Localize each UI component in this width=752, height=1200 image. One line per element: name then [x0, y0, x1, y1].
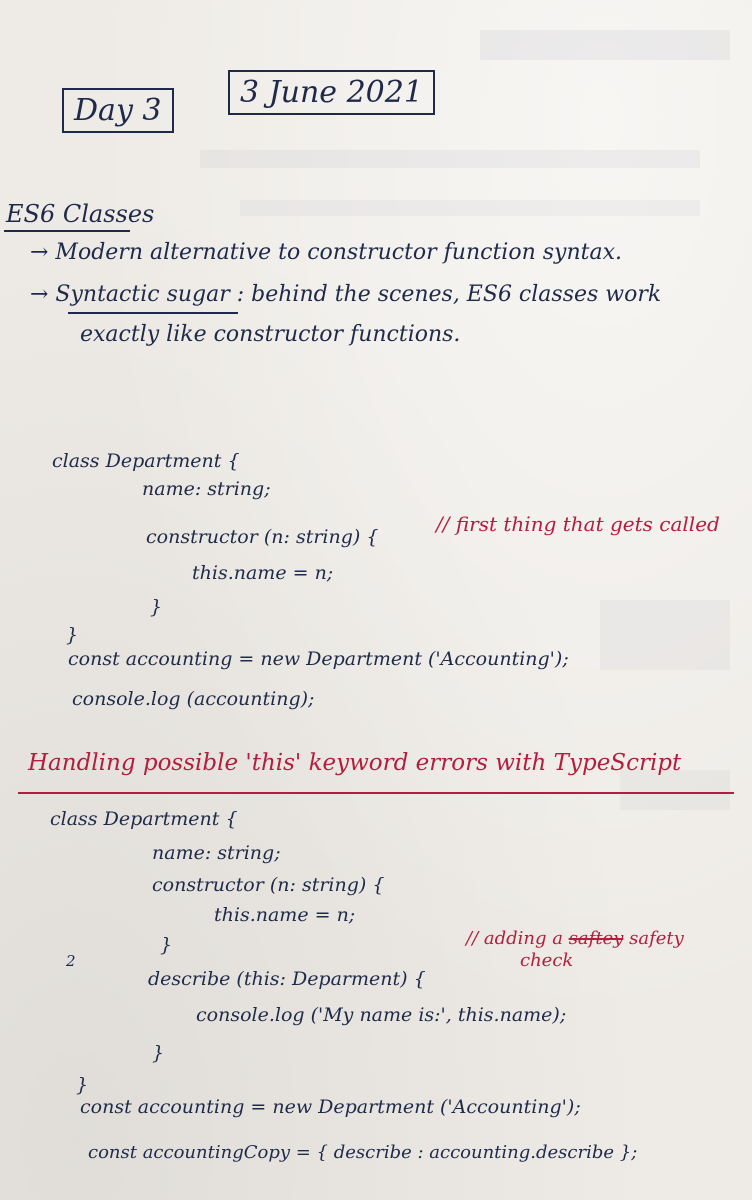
code2-line-copy: const accountingCopy = { describe : accounting.describe };	[88, 1142, 638, 1163]
code1-line-console: console.log (accounting);	[72, 688, 315, 710]
bleed-through-texture	[200, 150, 700, 168]
code1-line-assign: this.name = n;	[192, 562, 334, 584]
bleed-through-texture	[240, 200, 700, 216]
section-title-this-errors: Handling possible 'this' keyword errors with TypeScript	[28, 750, 682, 776]
code2-comment-line2: check	[520, 950, 574, 971]
bullet-continuation: exactly like constructor functions.	[80, 322, 461, 347]
code1-comment: // first thing that gets called	[436, 512, 720, 536]
code1-line-class: class Department {	[52, 450, 240, 472]
bleed-through-texture	[480, 30, 730, 60]
code2-line-assign: this.name = n;	[214, 904, 356, 926]
code1-line-constructor: constructor (n: string) {	[146, 526, 379, 548]
bleed-through-texture	[600, 600, 730, 670]
code2-line-close-class: }	[76, 1074, 89, 1096]
code2-line-console: console.log ('My name is:', this.name);	[196, 1004, 567, 1026]
section-title-es6-classes: ES6 Classes	[6, 200, 155, 228]
code1-line-close-constructor: }	[150, 596, 163, 618]
date-label: 3 June 2021	[228, 70, 435, 115]
code2-line-field: name: string;	[152, 842, 281, 864]
code2-comment-struck: saftey	[568, 928, 624, 949]
code2-comment-prefix: // adding a	[466, 928, 563, 949]
code2-line-close-constructor: }	[160, 934, 173, 956]
code2-line-close-describe: }	[152, 1042, 165, 1064]
section-title-underline	[4, 230, 130, 232]
code1-line-close-class: }	[66, 624, 79, 646]
code1-line-field: name: string;	[142, 478, 271, 500]
section2-underline	[18, 792, 734, 794]
code2-line-describe: describe (this: Deparment) {	[148, 968, 426, 990]
margin-mark: 2	[66, 952, 76, 970]
code2-line-constructor: constructor (n: string) {	[152, 874, 385, 896]
bullet-modern-alternative: → Modern alternative to constructor function syntax.	[30, 240, 622, 265]
syntactic-sugar-underline	[68, 312, 238, 314]
code2-line-instantiate: const accounting = new Department ('Accounting');	[80, 1096, 581, 1118]
code2-line-class: class Department {	[50, 808, 238, 830]
bullet-syntactic-sugar: → Syntactic sugar : behind the scenes, ES6 classes work	[30, 282, 662, 307]
code2-comment-suffix: safety	[629, 928, 684, 949]
code2-comment	[466, 928, 684, 950]
day-label: Day 3	[62, 88, 174, 133]
code1-line-instantiate: const accounting = new Department ('Accounting');	[68, 648, 569, 670]
